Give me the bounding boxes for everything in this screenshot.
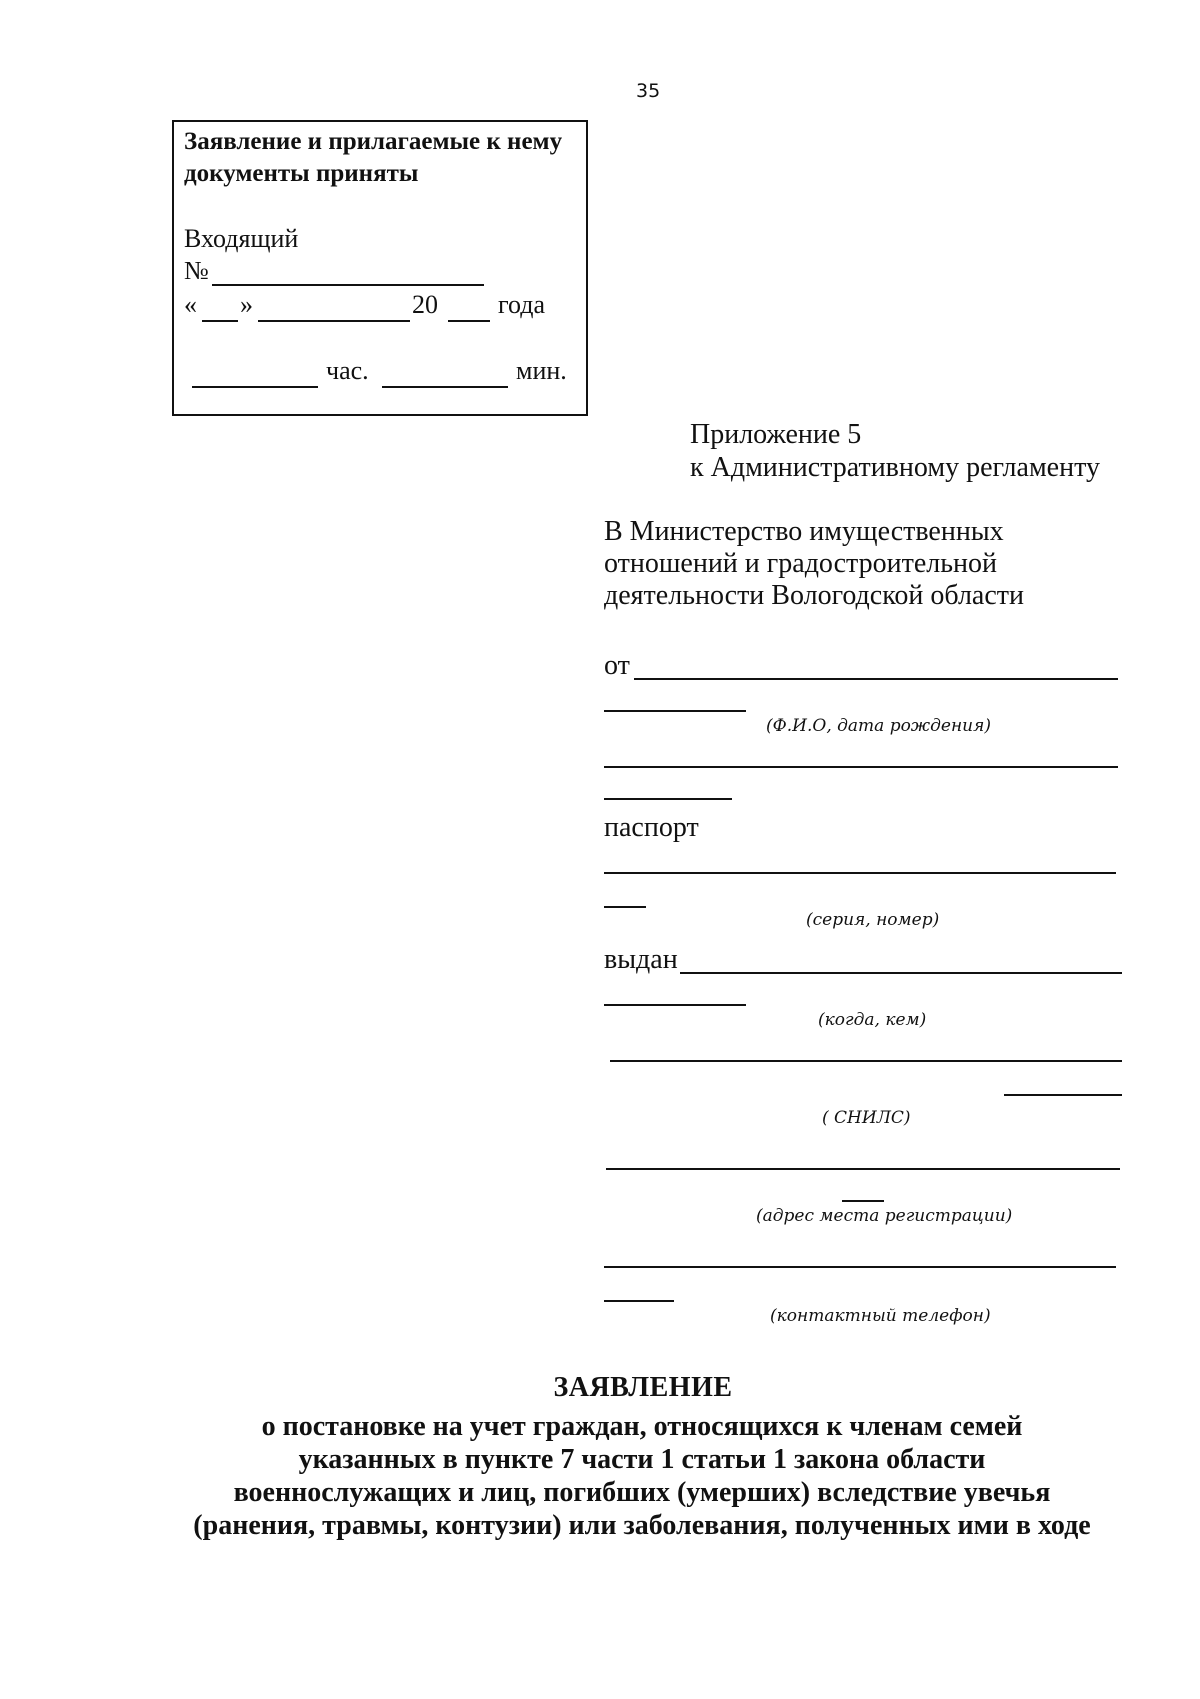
snils-line-continued [1004, 1094, 1122, 1096]
hours-line [192, 386, 318, 388]
incoming-label: Входящий [184, 224, 299, 253]
name-caption: (Ф.И.О, дата рождения) [766, 716, 992, 736]
quote-open: « [184, 290, 197, 319]
issued-line-continued [604, 1004, 746, 1006]
statement-subtitle-line-3: военнослужащих и лиц, погибших (умерших) вследствие увечья [233, 1477, 1051, 1508]
addressee-line-2: отношений и градостроительной [604, 548, 997, 579]
number-label: № [184, 256, 209, 285]
day-line [202, 320, 238, 322]
passport-line [604, 872, 1116, 874]
from-label: от [604, 650, 630, 681]
addressee-line-1: В Министерство имущественных [604, 516, 1004, 547]
year-label: года [498, 290, 546, 319]
passport-caption: (серия, номер) [806, 910, 940, 930]
issued-label: выдан [604, 944, 678, 975]
issued-line [680, 972, 1122, 974]
snils-line [610, 1060, 1122, 1062]
statement-subtitle-line-1: о постановке на учет граждан, относящихся к членам семей [261, 1411, 1023, 1442]
appendix-line-1: Приложение 5 [690, 419, 862, 450]
statement-subtitle [150, 1410, 1134, 1542]
month-line [258, 320, 410, 322]
page-number: 35 [636, 80, 661, 102]
year-prefix: 20 [412, 290, 438, 319]
quote-close: » [240, 290, 253, 319]
year-line [448, 320, 490, 322]
addressee-line-3: деятельности Вологодской области [604, 580, 1024, 611]
incoming-number-line [212, 284, 484, 286]
statement-subtitle-line-4: (ранения, травмы, контузии) или заболевания, полученных ими в ходе [193, 1510, 1091, 1541]
phone-line-continued [604, 1300, 674, 1302]
address-line [606, 1168, 1120, 1170]
address-line-continued [842, 1200, 884, 1202]
from-line [634, 678, 1118, 680]
phone-line [604, 1266, 1116, 1268]
from-line-continued [604, 710, 746, 712]
issued-caption: (когда, кем) [818, 1010, 927, 1030]
phone-caption: (контактный телефон) [770, 1306, 991, 1326]
appendix-line-2: к Административному регламенту [690, 452, 1100, 483]
snils-caption: ( СНИЛС) [822, 1108, 911, 1128]
minutes-line [382, 386, 508, 388]
address-caption: (адрес места регистрации) [756, 1206, 1013, 1226]
appendix-reference [690, 418, 1100, 484]
minutes-label: мин. [516, 356, 567, 385]
passport-label: паспорт [604, 812, 699, 843]
name-line-2 [604, 766, 1118, 768]
addressee-block [604, 516, 1024, 612]
statement-title: ЗАЯВЛЕНИЕ [553, 1372, 733, 1403]
statement-subtitle-line-2: указанных в пункте 7 части 1 статьи 1 закона области [298, 1444, 986, 1475]
name-line-3 [604, 798, 732, 800]
passport-line-continued [604, 906, 646, 908]
receipt-stamp-title: Заявление и прилагаемые к нему документы приняты [184, 128, 563, 187]
hours-label: час. [326, 356, 369, 385]
